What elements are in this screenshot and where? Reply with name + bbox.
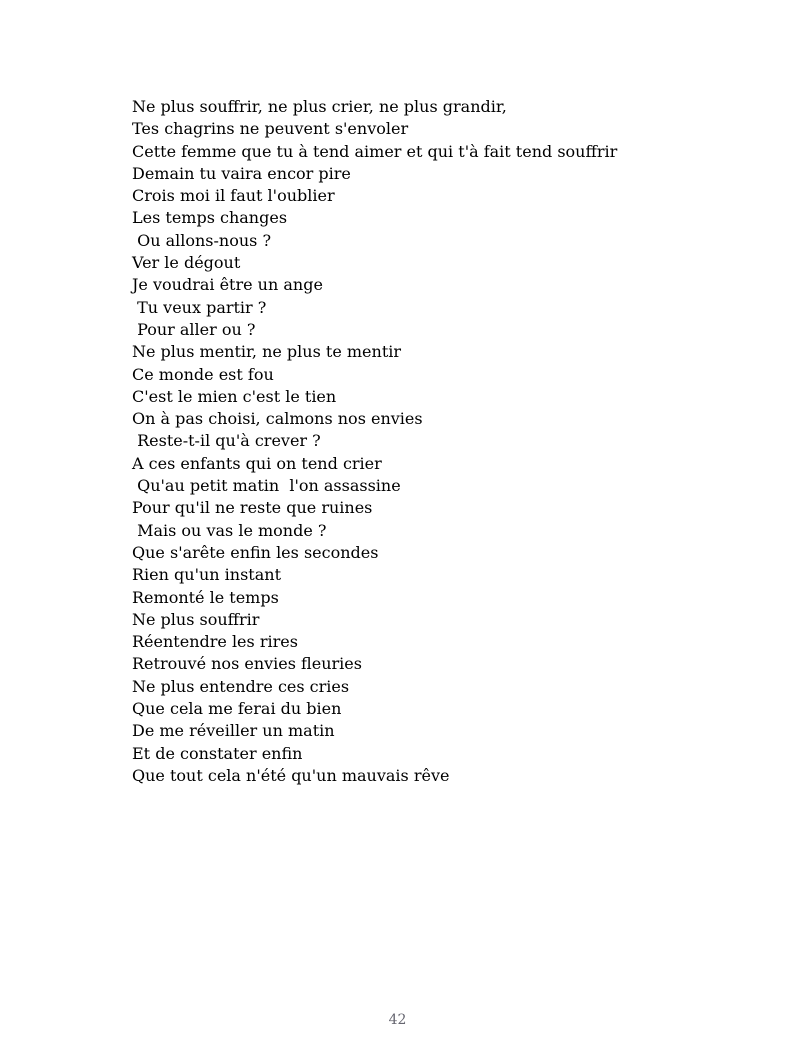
poem-line: Rien qu'un instant [132, 565, 281, 585]
poem-line: Ne plus souffrir, ne plus crier, ne plus grandir, [132, 97, 507, 116]
poem-line: Réentendre les rires [132, 632, 298, 652]
poem-line: Les temps changes [132, 208, 288, 228]
poem-line: Remonté le temps [132, 587, 279, 607]
poem-line: Ne plus mentir, ne plus te mentir [132, 342, 402, 362]
poem-line: Mais ou vas le monde ? [132, 520, 327, 540]
poem-line: Et de constater enfin [132, 743, 303, 763]
poem-line: Tes chagrins ne peuvent s'envoler [132, 119, 409, 139]
poem-line: Que tout cela n'été qu'un mauvais rêve [132, 765, 450, 785]
poem-line: On à pas choisi, calmons nos envies [132, 409, 423, 429]
poem-line: Ou allons-nous ? [132, 230, 272, 250]
poem-line: De me réveiller un matin [132, 721, 335, 741]
poem-line: Pour aller ou ? [132, 319, 256, 339]
poem-line: Pour qu'il ne reste que ruines [132, 498, 373, 518]
poem-line: Crois moi il faut l'oublier [132, 186, 335, 206]
poem-line: Tu veux partir ? [132, 297, 267, 317]
poem-line: Qu'au petit matin l'on assassine [132, 476, 401, 496]
poem-line: C'est le mien c'est le tien [132, 386, 337, 406]
poem-line: Ne plus entendre ces cries [132, 676, 350, 696]
poem-line: A ces enfants qui on tend crier [132, 453, 382, 473]
poem-text-block [132, 96, 755, 787]
poem-line: Que s'arête enfin les secondes [132, 542, 379, 562]
poem-line: Ver le dégout [132, 253, 241, 273]
poem-line: Ne plus souffrir [132, 609, 260, 629]
poem-line: Retrouvé nos envies fleuries [132, 654, 362, 674]
poem-line: Je voudrai être un ange [132, 275, 323, 295]
poem-line: Reste-t-il qu'à crever ? [132, 431, 321, 451]
poem-line: Cette femme que tu à tend aimer et qui t'à fait tend souffrir [132, 141, 618, 161]
poem-line: Demain tu vaira encor pire [132, 163, 351, 183]
poem-line: Ce monde est fou [132, 364, 274, 384]
poem-line: Que cela me ferai du bien [132, 699, 342, 719]
page-number: 42 [388, 1012, 407, 1028]
